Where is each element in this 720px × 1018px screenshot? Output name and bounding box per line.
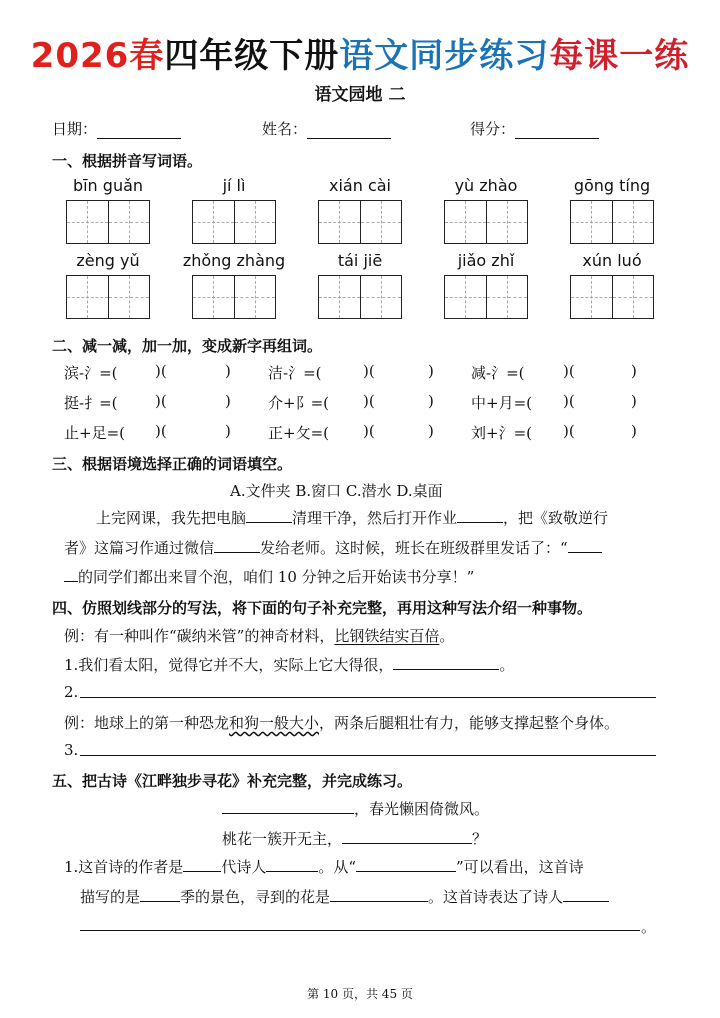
char-equation: 洁-氵=( bbox=[268, 364, 322, 382]
poem-line-2 bbox=[222, 828, 487, 849]
example-2 bbox=[64, 712, 619, 733]
writing-grid[interactable] bbox=[570, 275, 654, 319]
fill-blank[interactable] bbox=[356, 857, 456, 872]
poem-line-1 bbox=[222, 798, 489, 819]
date-blank[interactable] bbox=[97, 123, 181, 139]
char-equation: 刘+氵=( bbox=[471, 424, 532, 442]
title-part-grade: 四年级下册 bbox=[164, 36, 340, 76]
text-run: ，两条后腿粗壮有力，能够支撑起整个身体。 bbox=[319, 714, 620, 732]
text-run: 例：地球上的第一种恐龙 bbox=[64, 714, 230, 732]
date-label: 日期： bbox=[52, 120, 98, 138]
writing-grid[interactable] bbox=[318, 200, 402, 244]
fill-blank[interactable] bbox=[64, 567, 78, 582]
pinyin-label: yù zhào bbox=[454, 176, 518, 195]
question-2-number: 2. bbox=[64, 683, 79, 701]
context-paragraph-line1 bbox=[96, 503, 608, 533]
text-run: 代诗人 bbox=[221, 858, 267, 876]
pinyin-label: xún luó bbox=[582, 251, 642, 270]
score-blank[interactable] bbox=[515, 123, 599, 139]
char-equation: 介+阝=( bbox=[268, 394, 329, 412]
text-run: 者》这篇习作通过微信 bbox=[64, 539, 215, 557]
fill-blank[interactable] bbox=[563, 887, 609, 902]
section2-heading: 二、减一减，加一加，变成新字再组词。 bbox=[52, 337, 323, 355]
text-run: 。 bbox=[499, 656, 515, 674]
paren-end[interactable]: ) bbox=[631, 392, 637, 410]
paren-end[interactable]: ) bbox=[225, 362, 231, 380]
fill-blank[interactable] bbox=[342, 829, 472, 844]
section3-heading: 三、根据语境选择正确的词语填空。 bbox=[52, 455, 293, 473]
paren-mid[interactable]: )( bbox=[155, 422, 167, 440]
text-run: ，春光懒困倚微风。 bbox=[354, 800, 490, 818]
pinyin-label: bīn guǎn bbox=[72, 176, 144, 195]
paren-end[interactable]: ) bbox=[428, 362, 434, 380]
name-field bbox=[262, 118, 391, 139]
score-field bbox=[470, 118, 599, 139]
char-equation: 正+攵=( bbox=[268, 424, 329, 442]
page-number: 第 10 页，共 45 页 bbox=[307, 987, 413, 1001]
char-equation: 止+足=( bbox=[64, 424, 125, 442]
fill-blank[interactable] bbox=[222, 799, 354, 814]
paren-end[interactable]: ) bbox=[225, 422, 231, 440]
paren-end[interactable]: ) bbox=[631, 422, 637, 440]
underlined-phrase: 比钢铁结实百倍 bbox=[334, 627, 440, 645]
score-label: 得分： bbox=[470, 120, 516, 138]
text-run: 的同学们都出来冒个泡，咱们 10 分钟之后开始读书分享！” bbox=[78, 568, 475, 586]
title-part-year: 2026春 bbox=[30, 36, 165, 76]
date-field bbox=[52, 118, 181, 139]
pinyin-label: xián cài bbox=[329, 176, 391, 195]
pinyin-label: jiǎo zhǐ bbox=[457, 251, 515, 270]
section1-heading: 一、根据拼音写词语。 bbox=[52, 152, 203, 170]
word-options: A.文件夹 B.窗口 C.潜水 D.桌面 bbox=[230, 482, 443, 500]
text-run: 上完网课，我先把电脑 bbox=[96, 509, 247, 527]
text-run: 。从“ bbox=[318, 858, 356, 876]
paren-mid[interactable]: )( bbox=[155, 362, 167, 380]
writing-grid[interactable] bbox=[192, 200, 276, 244]
writing-grid[interactable] bbox=[192, 275, 276, 319]
fill-blank[interactable] bbox=[183, 857, 221, 872]
char-equation: 滨-氵=( bbox=[64, 364, 118, 382]
fill-blank[interactable] bbox=[214, 538, 260, 553]
char-equation: 减-氵=( bbox=[471, 364, 525, 382]
text-run: ，把《致敬逆行 bbox=[503, 509, 609, 527]
poem-question-line1 bbox=[64, 856, 584, 877]
paren-mid[interactable]: )( bbox=[155, 392, 167, 410]
text-run: ？ bbox=[472, 830, 488, 848]
paren-mid[interactable]: )( bbox=[363, 362, 375, 380]
paren-end[interactable]: ) bbox=[428, 422, 434, 440]
name-blank[interactable] bbox=[307, 123, 391, 139]
paren-mid[interactable]: )( bbox=[563, 392, 575, 410]
pinyin-label: gōng tíng bbox=[573, 176, 651, 195]
writing-grid[interactable] bbox=[318, 275, 402, 319]
section5-heading: 五、把古诗《江畔独步寻花》补充完整，并完成练习。 bbox=[52, 772, 413, 790]
writing-grid[interactable] bbox=[570, 200, 654, 244]
text-run: 季的景色，寻到的花是 bbox=[180, 888, 331, 906]
question-3-number: 3. bbox=[64, 741, 79, 759]
answer-line[interactable] bbox=[80, 755, 656, 756]
text-run: ”可以看出，这首诗 bbox=[456, 858, 584, 876]
answer-line[interactable] bbox=[80, 697, 656, 698]
char-equation: 挺-扌=( bbox=[64, 394, 118, 412]
fill-blank[interactable] bbox=[330, 887, 428, 902]
text-run: 描写的是 bbox=[80, 888, 141, 906]
paren-mid[interactable]: )( bbox=[363, 392, 375, 410]
context-paragraph-line3 bbox=[64, 562, 474, 592]
title-part-subject: 语文同步练习 bbox=[339, 36, 550, 76]
example-1 bbox=[64, 625, 454, 646]
text-run: 例：有一种叫作“碳纳米管”的神奇材料， bbox=[64, 627, 335, 645]
paren-mid[interactable]: )( bbox=[363, 422, 375, 440]
title-part-daily: 每课一练 bbox=[549, 36, 690, 76]
line-end-period: 。 bbox=[641, 918, 657, 936]
context-paragraph-line2 bbox=[64, 533, 602, 563]
page-title bbox=[0, 28, 720, 77]
fill-blank[interactable] bbox=[568, 538, 602, 553]
text-run: 清理干净，然后打开作业 bbox=[292, 509, 458, 527]
paren-end[interactable]: ) bbox=[225, 392, 231, 410]
text-run: 发给老师。这时候，班长在班级群里发话了：“ bbox=[260, 539, 568, 557]
name-label: 姓名： bbox=[262, 120, 308, 138]
text-run: 桃花一簇开无主， bbox=[222, 830, 343, 848]
fill-blank[interactable] bbox=[266, 857, 318, 872]
pinyin-label: jí lì bbox=[222, 176, 246, 195]
fill-blank[interactable] bbox=[140, 887, 180, 902]
text-run: 1.这首诗的作者是 bbox=[64, 858, 184, 876]
wavy-underlined-phrase: 和狗一般大小 bbox=[229, 714, 320, 732]
writing-grid[interactable] bbox=[66, 200, 150, 244]
fill-blank[interactable] bbox=[246, 508, 292, 523]
paren-end[interactable]: ) bbox=[428, 392, 434, 410]
text-run: 。这首诗表达了诗人 bbox=[428, 888, 564, 906]
pinyin-label: zhǒng zhàng bbox=[182, 251, 286, 270]
fill-blank[interactable] bbox=[457, 508, 503, 523]
paren-mid[interactable]: )( bbox=[563, 422, 575, 440]
pinyin-label: tái jiē bbox=[337, 251, 383, 270]
text-run: 。 bbox=[439, 627, 455, 645]
text-run: 1.我们看太阳，觉得它并不大，实际上它大得很， bbox=[64, 656, 394, 674]
char-equation: 中+月=( bbox=[471, 394, 532, 412]
writing-grid[interactable] bbox=[444, 200, 528, 244]
writing-grid[interactable] bbox=[444, 275, 528, 319]
section4-heading: 四、仿照划线部分的写法，将下面的句子补充完整，再用这种写法介绍一种事物。 bbox=[52, 599, 593, 617]
pinyin-label: zèng yǔ bbox=[76, 251, 140, 270]
paren-end[interactable]: ) bbox=[631, 362, 637, 380]
poem-question-line2 bbox=[80, 886, 609, 907]
writing-grid[interactable] bbox=[66, 275, 150, 319]
lesson-subtitle: 语文园地 二 bbox=[314, 85, 406, 105]
question-1 bbox=[64, 654, 514, 675]
fill-blank[interactable] bbox=[393, 655, 499, 670]
paren-mid[interactable]: )( bbox=[563, 362, 575, 380]
answer-line[interactable] bbox=[80, 930, 640, 931]
